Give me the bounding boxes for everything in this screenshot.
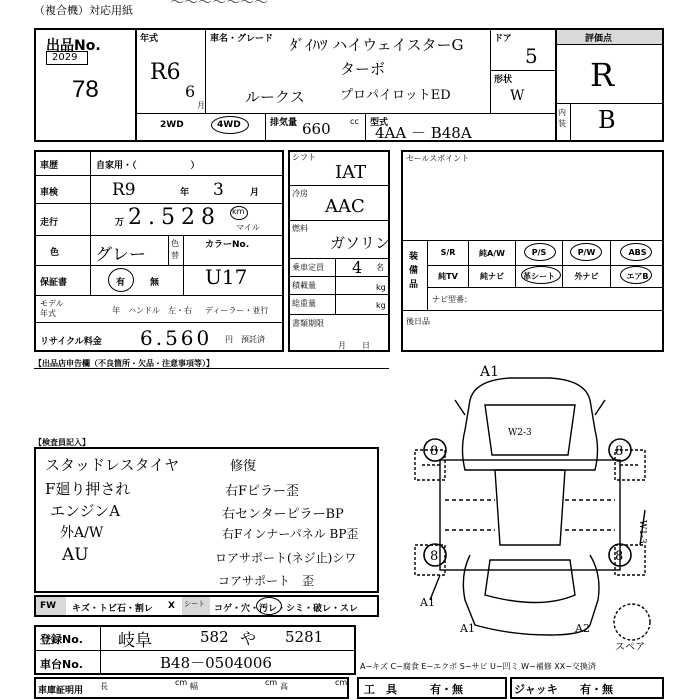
month-value: 6 <box>185 82 196 101</box>
chassis-label: 車台No. <box>40 658 83 671</box>
opt-leather: 革シート <box>523 272 555 281</box>
opt-airbag: エアB <box>626 272 649 281</box>
color-no-label: カラーNo. <box>205 240 250 250</box>
cert-item-5: cm <box>335 678 348 687</box>
shift-label: シフト <box>292 153 316 162</box>
warranty-no: 無 <box>150 278 160 288</box>
diag-mark-a2: A2 <box>575 622 590 635</box>
year-label: 年式 <box>140 34 159 44</box>
color-label: 色 <box>50 248 60 258</box>
history-value: 自家用・（ ） <box>96 161 200 171</box>
diag-mark-8-d: 8 <box>615 549 624 564</box>
color-no-value: U17 <box>205 265 248 289</box>
spare-label: スペア <box>615 642 645 653</box>
mileage-unit-km: km <box>232 207 245 216</box>
opt-airbag-circle <box>620 266 652 284</box>
month-unit: 月 <box>197 101 205 110</box>
color-value: グレー <box>95 245 146 265</box>
tools-label: 工 具 <box>364 683 397 696</box>
name-label: 車名・グレード <box>210 34 274 44</box>
diag-mark-w23: W2-3 <box>508 428 532 438</box>
model-value: 4AA － B48A <box>375 124 472 142</box>
door-label: ドア <box>494 34 512 44</box>
opt-sr: S/R <box>440 248 456 257</box>
opt-ps: P/S <box>531 248 547 257</box>
opt-abs-circle <box>620 243 652 261</box>
equip-label: 装備品 <box>409 252 419 290</box>
opt-ps-circle <box>524 243 556 261</box>
reg-label: 登録No. <box>40 633 83 646</box>
period-unit: 月 日 <box>338 341 370 350</box>
fuel-value: ガソリン <box>330 234 391 252</box>
mileage-unit-mile: マイル <box>236 223 260 232</box>
top-scrawl: 〜〜〜〜〜〜〜 <box>170 0 268 11</box>
lot-small: 2029 <box>52 52 78 63</box>
shaken-label: 車検 <box>40 188 59 198</box>
weight-unit: kg <box>376 301 386 310</box>
note-right-2: 右センターピラーBP <box>222 507 344 522</box>
form-subtitle: （複合機）対応用紙 <box>34 4 133 17</box>
period-label: 書類期限 <box>292 319 324 328</box>
note-right-4: ロアサポート(ネジ止)シワ <box>215 551 357 565</box>
shaken-year-unit: 年 <box>180 188 190 198</box>
lot-label: 出品No. <box>46 38 101 54</box>
note-left-1: F廻り押され <box>45 480 131 498</box>
reg-place: 岐阜 <box>118 631 152 651</box>
warranty-label: 保証書 <box>40 278 68 288</box>
model-year-label: モデル年式 <box>40 299 64 318</box>
capacity-unit: 名 <box>376 263 384 272</box>
declaration-label: 【出品店申告欄（不良箇所・欠品・注意事項等）】 <box>34 359 214 368</box>
ac-value: AAC <box>325 196 365 217</box>
capacity-value: 4 <box>352 258 363 277</box>
navi-label: ナビ型番： <box>432 295 472 304</box>
disp-label: 排気量 <box>270 118 298 128</box>
note-right-1: 右Fピラー歪 <box>225 484 300 499</box>
jack-label: ジャッキ <box>514 683 558 696</box>
interior-value: B <box>598 106 616 134</box>
door-value: 5 <box>525 44 538 68</box>
recycle-value: 6.560 <box>140 326 213 350</box>
fw-legend2: X <box>168 601 175 611</box>
diag-mark-w13: W1-3 <box>637 520 647 544</box>
shape-label: 形状 <box>494 75 513 85</box>
note-left-4: AU <box>62 545 89 565</box>
retrofit-label: 後日品 <box>406 317 430 326</box>
handle-label: 年 ハンドル 左・右 <box>112 306 192 315</box>
shaken-month-unit: 月 <box>250 188 260 198</box>
opt-ext-navi: 外ナビ <box>574 272 599 281</box>
history-label: 車歴 <box>40 161 59 171</box>
opt-leather-circle <box>521 266 561 284</box>
drive-2wd: 2WD <box>160 120 184 130</box>
inspector-label: 【検査員記入】 <box>34 438 90 447</box>
opt-aw: 純A/W <box>479 249 505 258</box>
cert-item-2: 幅 <box>190 682 198 691</box>
diag-mark-a1-left: A1 <box>420 596 435 609</box>
ac-label: 冷房 <box>292 189 308 198</box>
seat-stain-circle <box>256 597 282 615</box>
recycle-unit: 円 預託済 <box>225 335 265 344</box>
note-right-3: 右Fインナーパネル BP歪 <box>222 527 359 541</box>
grade-label: 評価点 <box>585 34 613 44</box>
opt-pw-circle <box>570 243 602 261</box>
diag-mark-a1-top: A1 <box>480 364 500 380</box>
grade-value: R <box>590 56 615 94</box>
disp-value: 660 <box>302 120 331 138</box>
fw-label: FW <box>40 601 57 611</box>
fuel-label: 燃料 <box>292 224 308 233</box>
mileage-value: 2.528 <box>128 205 221 230</box>
diag-mark-8-a: 8 <box>430 444 439 459</box>
name-line4: プロパイロットED <box>340 88 451 103</box>
name-line3: ルークス <box>245 88 305 106</box>
load-label: 積載量 <box>292 281 316 290</box>
cert-item-3: cm <box>265 678 278 687</box>
cert-item-0: 長 <box>100 682 108 691</box>
load-unit: kg <box>376 283 386 292</box>
warranty-yes: 有 <box>116 278 126 288</box>
cert-label: 車庫証明用 <box>38 686 84 696</box>
chassis-value: B48－0504006 <box>160 654 272 672</box>
cert-item-4: 高 <box>280 682 288 691</box>
drive-4wd: 4WD <box>217 120 241 130</box>
dealer-label: ディーラー・並行 <box>205 306 269 315</box>
shift-value: IAT <box>335 162 367 183</box>
drive-4wd-circle <box>211 116 249 134</box>
diag-mark-a1-bottom: A1 <box>460 622 475 635</box>
note-left-2: エンジンA <box>50 502 121 520</box>
code-legend: A−キズ C−腐食 E−エクボ S−サビ U−凹ミ W−補修 XX−交換済 <box>360 662 596 671</box>
lot-number: 78 <box>72 76 99 103</box>
disp-unit: cc <box>350 117 359 126</box>
name-line2: ターボ <box>340 60 386 78</box>
model-label: 型式 <box>370 118 389 128</box>
recycle-label: リサイクル料金 <box>40 337 102 347</box>
shape-value: W <box>510 88 525 104</box>
note-right-5: コアサポート 歪 <box>218 574 315 588</box>
shaken-year: R9 <box>112 180 136 200</box>
capacity-label: 乗車定員 <box>292 263 324 272</box>
reg-kana: や <box>240 629 257 648</box>
color-change-label: 色替 <box>171 239 179 260</box>
opt-abs: ABS <box>628 248 647 257</box>
cert-item-1: cm <box>175 678 188 687</box>
jack-value: 有・無 <box>580 683 613 696</box>
diag-mark-8-c: 8 <box>430 549 439 564</box>
note-left-3: 外A/W <box>60 525 104 541</box>
mileage-man: 万 <box>115 218 125 228</box>
diag-mark-8-b: 8 <box>615 444 624 459</box>
year-value: R6 <box>150 60 181 85</box>
fw-legend1: キズ・トビ石・割レ <box>72 604 153 614</box>
weight-label: 総重量 <box>292 299 316 308</box>
note-left-0: スタッドレスタイヤ <box>45 456 180 474</box>
shaken-month: 3 <box>213 180 224 200</box>
opt-navi: 純ナビ <box>480 272 504 281</box>
reg-number: 5281 <box>285 628 324 646</box>
opt-pw: P/W <box>577 248 596 257</box>
seat-items: コゲ・穴・汚レ・シミ・破レ・スレ <box>214 604 359 614</box>
note-right-0: 修復 <box>230 459 257 474</box>
mileage-label: 走行 <box>40 218 59 228</box>
sales-label: セールスポイント <box>406 154 470 163</box>
interior-label: 内装 <box>558 108 566 128</box>
reg-class: 582 <box>200 628 229 646</box>
car-damage-diagram <box>400 360 690 660</box>
name-line1: ﾀﾞｲﾊﾂ ハイウェイスターG <box>290 36 464 54</box>
tools-value: 有・無 <box>430 683 463 696</box>
seat-label: シート <box>184 600 205 608</box>
opt-tv: 純TV <box>438 272 458 281</box>
